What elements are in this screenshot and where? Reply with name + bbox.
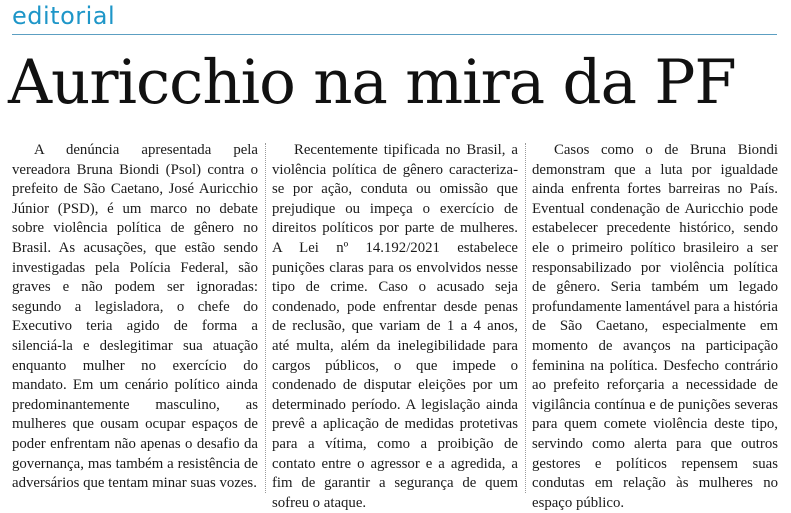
paragraph-1: A denúncia apresentada pela vereadora Bruna Biondi (Psol) contra o prefeito de São Caetano, José Auricchio Júnior (PSD), é um marco no debate sobre violência política de gênero no Brasil. As acusações, que estão sendo investigadas pela Polícia Federal, são graves e não podem ser ignoradas: segundo a legisladora, o chefe do Executivo teria agido de forma a silenciá-la e deslegitimar sua atuação enquanto mulher no exercício do mandato. Em um cenário político ainda predominantemente masculino, as mulheres que ousam ocupar espaços de poder enfrentam não apenas o desafio da governança, mas também a resistência de adversários que tentam minar suas vozes.	[12, 142, 258, 492]
headline: Auricchio na mira da PF	[8, 47, 736, 118]
column-divider	[525, 143, 526, 493]
article-column-2	[272, 141, 518, 511]
article-column-1	[12, 141, 258, 503]
paragraph-3: Casos como o de Bruna Biondi demonstram que a luta por igualdade ainda enfrenta fortes barreiras no País. Eventual condenação de Auricchio pode estabelecer precedente histórico, sendo ele o primeiro político brasileiro a ser responsabilizado por violência política de gênero. Seria também um legado profundamente lamentável para a história de São Caetano, especialmente em momento de avanços na participação feminina na política. Desfecho contrário ao prefeito reforçaria a necessidade de vigilância contínua e de punições severas para quem comete violência deste tipo, servindo como alerta para que outros gestores e políticos repensem suas condutas em relação às mulheres no espaço público.	[532, 142, 778, 511]
section-label: editorial	[12, 2, 116, 30]
paragraph-2: Recentemente tipificada no Brasil, a violência política de gênero caracteriza-se por ação, conduta ou omissão que prejudique ou impeça o exercício de direitos políticos por parte de mulheres. A Lei nº 14.192/2021 estabelece punições claras para os envolvidos nesse tipo de crime. Caso o acusado seja condenado, pode enfrentar desde penas de reclusão, que variam de 1 a 4 anos, até multa, além da inelegibilidade para cargos públicos, o que impede o condenado de disputar eleições por um determinado período. A legislação ainda prevê a aplicação de medidas protetivas para a vítima, como a proibição de contato entre o agressor e a agredida, a fim de garantir a segurança de quem sofreu o ataque.	[272, 142, 518, 511]
column-divider	[265, 143, 266, 493]
article-column-3	[532, 141, 778, 511]
article-columns	[12, 141, 778, 511]
section-rule	[12, 34, 777, 35]
